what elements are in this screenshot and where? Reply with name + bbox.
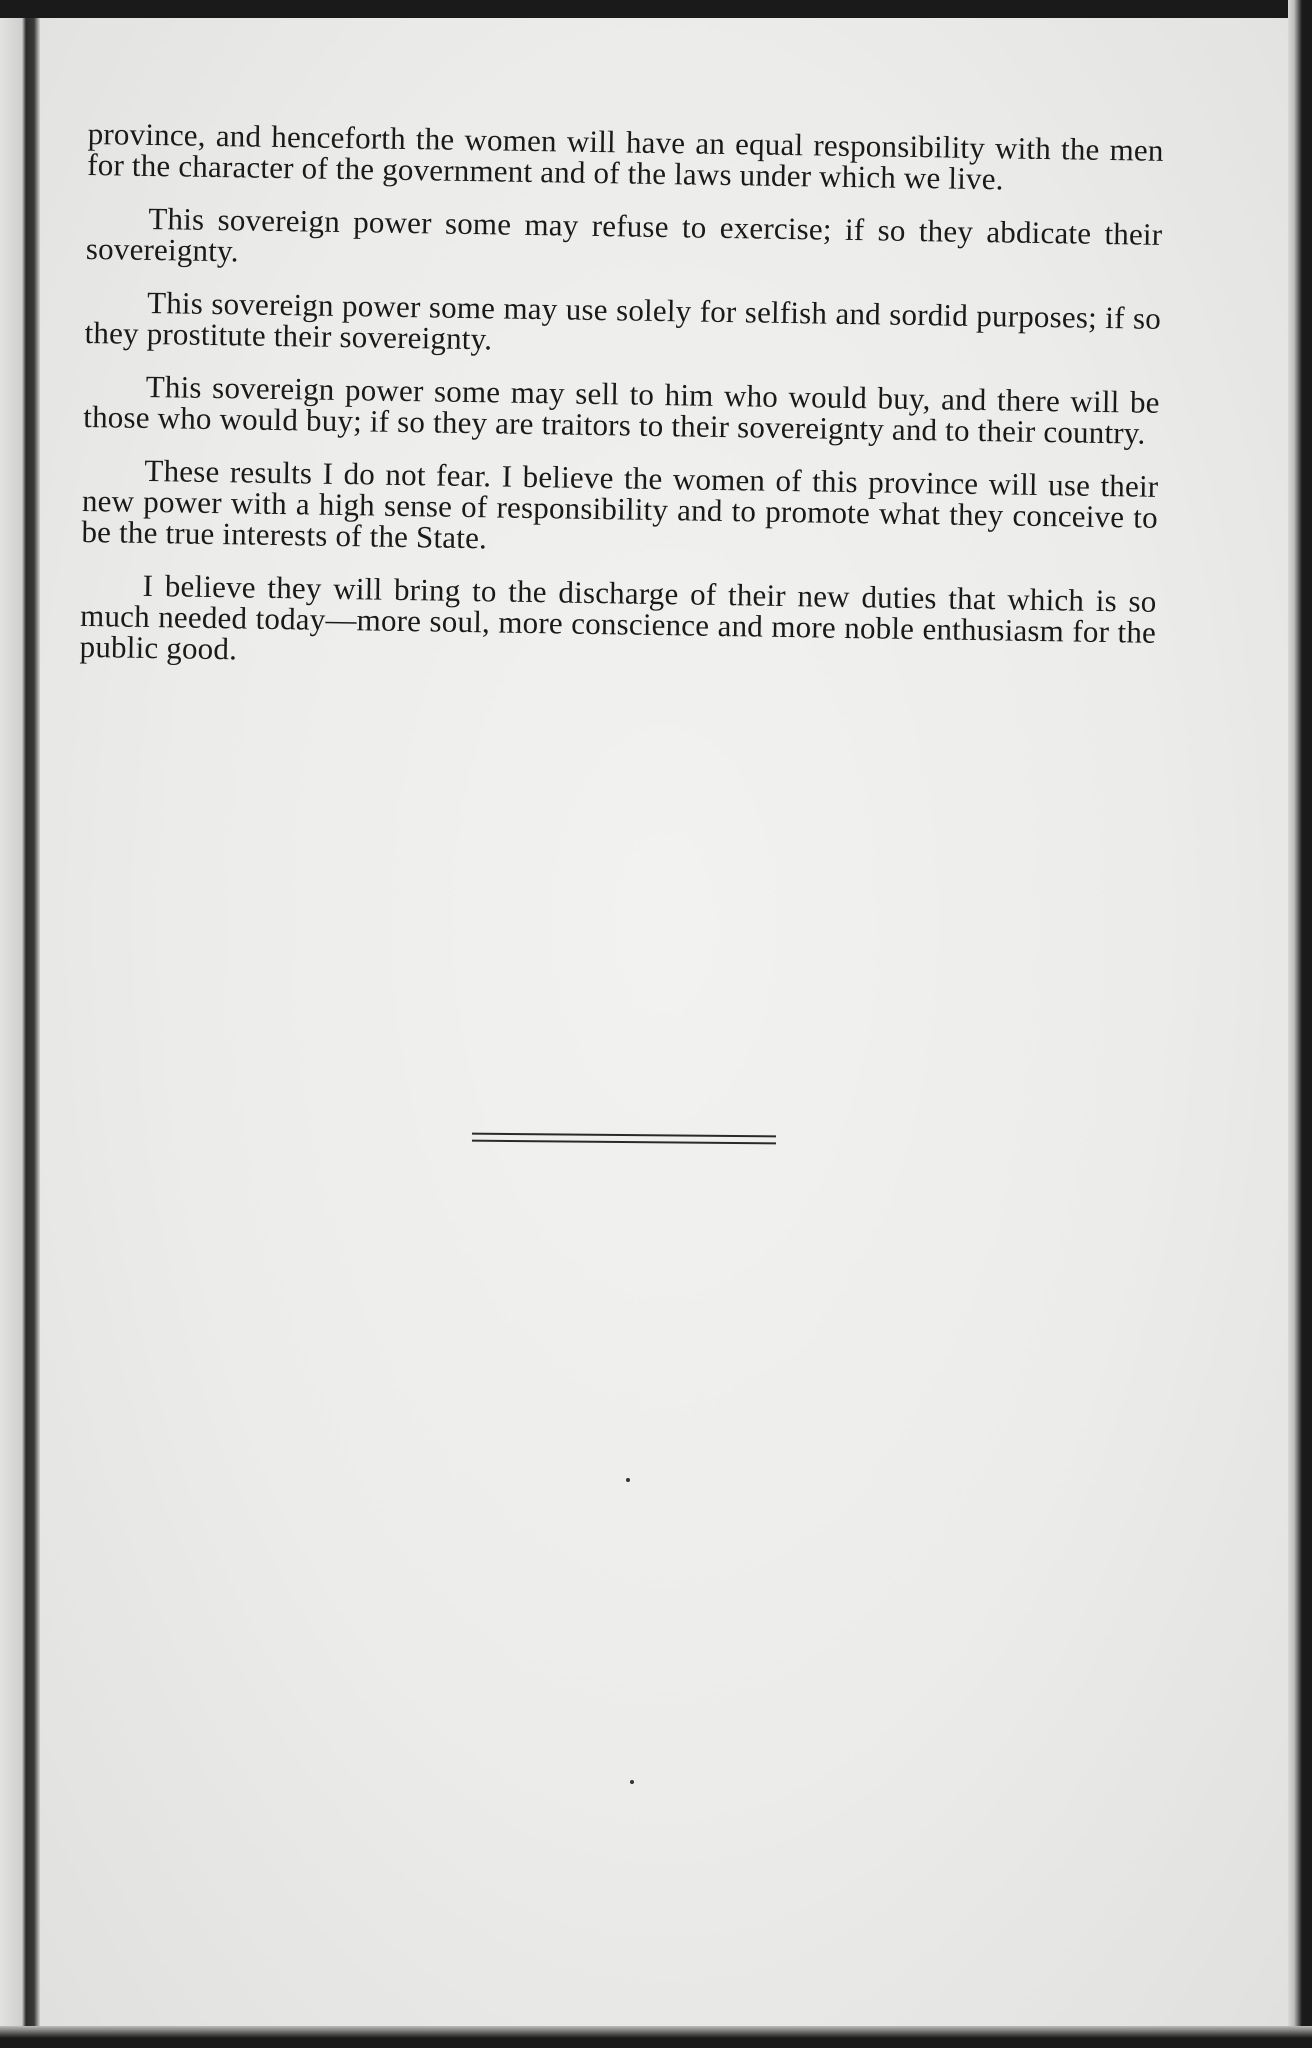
page-edge-right: [1288, 0, 1312, 2048]
paper-speck: [630, 1780, 634, 1784]
page-gutter-shadow: [0, 18, 44, 2030]
paragraph-6: I believe they will bring to the discharge of their new duties that which is so much needed today—more soul, more conscience and more noble enthusiasm for the public good.: [79, 567, 1157, 667]
paragraph-3: This sovereign power some may use solely for selfish and sordid purposes; if so they prostitute their sovereignty.: [84, 284, 1162, 357]
body-text: [79, 118, 1164, 701]
page-edge-bottom: [0, 2026, 1312, 2048]
paragraph-5: These results I do not fear. I believe the women of this province will use their new power with a high sense of responsibility and to promote what they conceive to be the true interests of the State.: [81, 452, 1159, 556]
paragraph-1: province, and henceforth the women will have an equal responsibility with the men for the character of the government and of the laws under which we live.: [86, 116, 1164, 197]
paper-speck: [626, 1478, 630, 1482]
paragraph-4: This sovereign power some may sell to him who would buy, and there will be those who would buy; if so they are traitors to their sovereignty and to their country.: [83, 368, 1160, 451]
paragraph-2: This sovereign power some may refuse to exercise; if so they abdicate their sovereignty.: [85, 200, 1163, 269]
